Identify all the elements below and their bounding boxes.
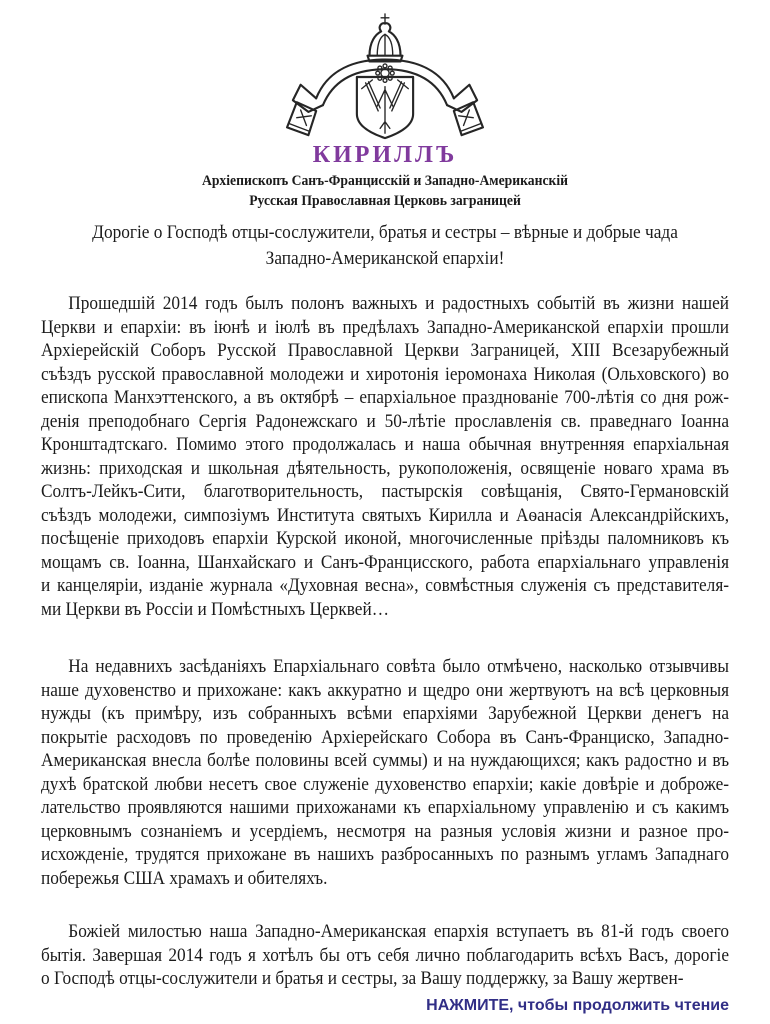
text-line: Церкви и епархіи: въ іюнѣ и іюлѣ въ предѣлахъ Западно-Американской епархіи прошли — [41, 316, 730, 338]
text-line: о Господѣ отцы-сослужители и братья и сестры, за Вашу поддержку, за Вашу жертвен- — [41, 968, 684, 989]
text-column — [41, 171, 729, 991]
letterhead — [41, 171, 729, 211]
text-line: епископа Манхэттенского, а въ октябрѣ – епархіальное празднованіе 700-лѣтія со дня рож- — [41, 387, 730, 408]
text-line: съѣздъ русской православной молодежи и хиротонія іеромонаха Николая (Ольховского) во — [41, 363, 730, 385]
text-line: бытія. Завершая 2014 годъ я хотѣлъ бы отъ себя лично поблагодарить всѣхъ Васъ, дорогіе — [41, 944, 730, 966]
letterhead-church-line: Русская Православная Церковь заграницей — [249, 193, 521, 209]
text-line: церковнымъ сознаніемъ и усердіемъ, несмотря на разныя условія жизни и разное про- — [41, 820, 730, 842]
text-line: ми Церкви въ Россіи и Помѣстныхъ Церквей… — [41, 598, 390, 620]
letterhead-title-line: Архіепископъ Санъ-Францисскій и Западно-Американскій — [201, 173, 569, 189]
text-line: Прошедшій 2014 годъ былъ полонъ важныхъ и радостныхъ событій въ жизни нашей — [68, 293, 730, 314]
text-line: исхожденіе, трудятся прихожане въ нашихъ разбросанныхъ по разнымъ угламъ Западнаго — [41, 844, 730, 865]
text-line: съѣздъ молодежи, симпозіумъ Института святыхъ Кирилла и Аѳанасія Александрійскихъ, — [41, 504, 730, 526]
text-line: посѣщеніе приходовъ епархіи Курской иконой, многочисленные пріѣзды паломниковъ къ — [41, 528, 730, 549]
cross-icon — [381, 14, 389, 23]
bishop-crest-icon — [280, 13, 490, 141]
text-line: денія преподобнаго Сергія Радонежскаго и 50-лѣтіе прославленія св. праведнаго Іоанна — [41, 410, 730, 432]
text-line: наше духовенство и прихожане: какъ аккуратно и щедро они жертвуютъ на всѣ церковныя — [41, 679, 730, 701]
text-line: и канцеляріи, изданіе журнала «Духовная весна», совмѣстныя служенія съ представителя- — [41, 575, 730, 596]
text-line: Божіей милостью наша Западно-Американская епархія вступаетъ въ 81-й годъ своего — [68, 921, 730, 942]
salutation — [41, 220, 729, 272]
text-line: побережья США храмахъ и обителяхъ. — [41, 867, 328, 889]
text-line: Кронштадтскаго. Помимо этого продолжалась и наша обычная внутренняя епархіальная — [41, 434, 730, 455]
paragraph-year-review — [41, 292, 729, 621]
text-line: лательство проявляются нашими прихожанами къ епархіальному управленію и съ какимъ — [41, 797, 730, 818]
paragraph-council-gratitude — [41, 655, 729, 890]
crown-icon — [368, 23, 403, 61]
paragraph-81st-year — [41, 920, 729, 991]
text-line: мощамъ св. Іоанна, Шанхайскаго и Санъ-Францисского, работа епархіальнаго управленія — [41, 551, 730, 573]
text-line: Архіерейскій Соборъ Русской Православной Церкви Заграницей, XIII Всезарубежный — [41, 340, 730, 361]
text-line: покрытіе расходовъ по проведенію Архіерейскаго Собора въ Санъ-Франциско, Западно- — [41, 726, 730, 748]
rosette-icon — [376, 64, 394, 82]
signature-name-kirill: КИРИЛЛЪ — [312, 142, 458, 168]
text-line: На недавнихъ засѣданіяхъ Епархіальнаго совѣта было отмѣчено, насколько отзывчивы — [68, 656, 730, 677]
shield-icon — [357, 77, 413, 138]
text-line: нужды (къ примѣру, изъ собранныхъ всѣми епархіями Зарубежной Церкви денегъ на — [41, 703, 730, 724]
text-line: Западно-Американской епархіи! — [265, 248, 505, 269]
text-line: духѣ братской любви несетъ свое служеніе духовенство епархіи; какіе довѣріе и доброже- — [41, 773, 730, 795]
continue-reading-link[interactable]: НАЖМИТЕ, чтобы продолжить чтение — [426, 997, 729, 1014]
text-line: жизнь: приходская и школьная дѣятельность, рукоположенія, освященіе новаго храма въ — [41, 457, 730, 479]
emblem-block — [0, 0, 770, 168]
text-line: Дорогіе о Господѣ отцы-сослужители, братья и сестры – вѣрные и добрые чада — [92, 222, 678, 243]
text-line: Американская внесла болѣе половины всей суммы) и на нуждающихся; какъ радостно и въ — [41, 750, 730, 771]
text-line: Солтъ-Лейкъ-Сити, благотворительность, пастырскія совѣщанія, Свято-Германовскій — [41, 481, 730, 502]
